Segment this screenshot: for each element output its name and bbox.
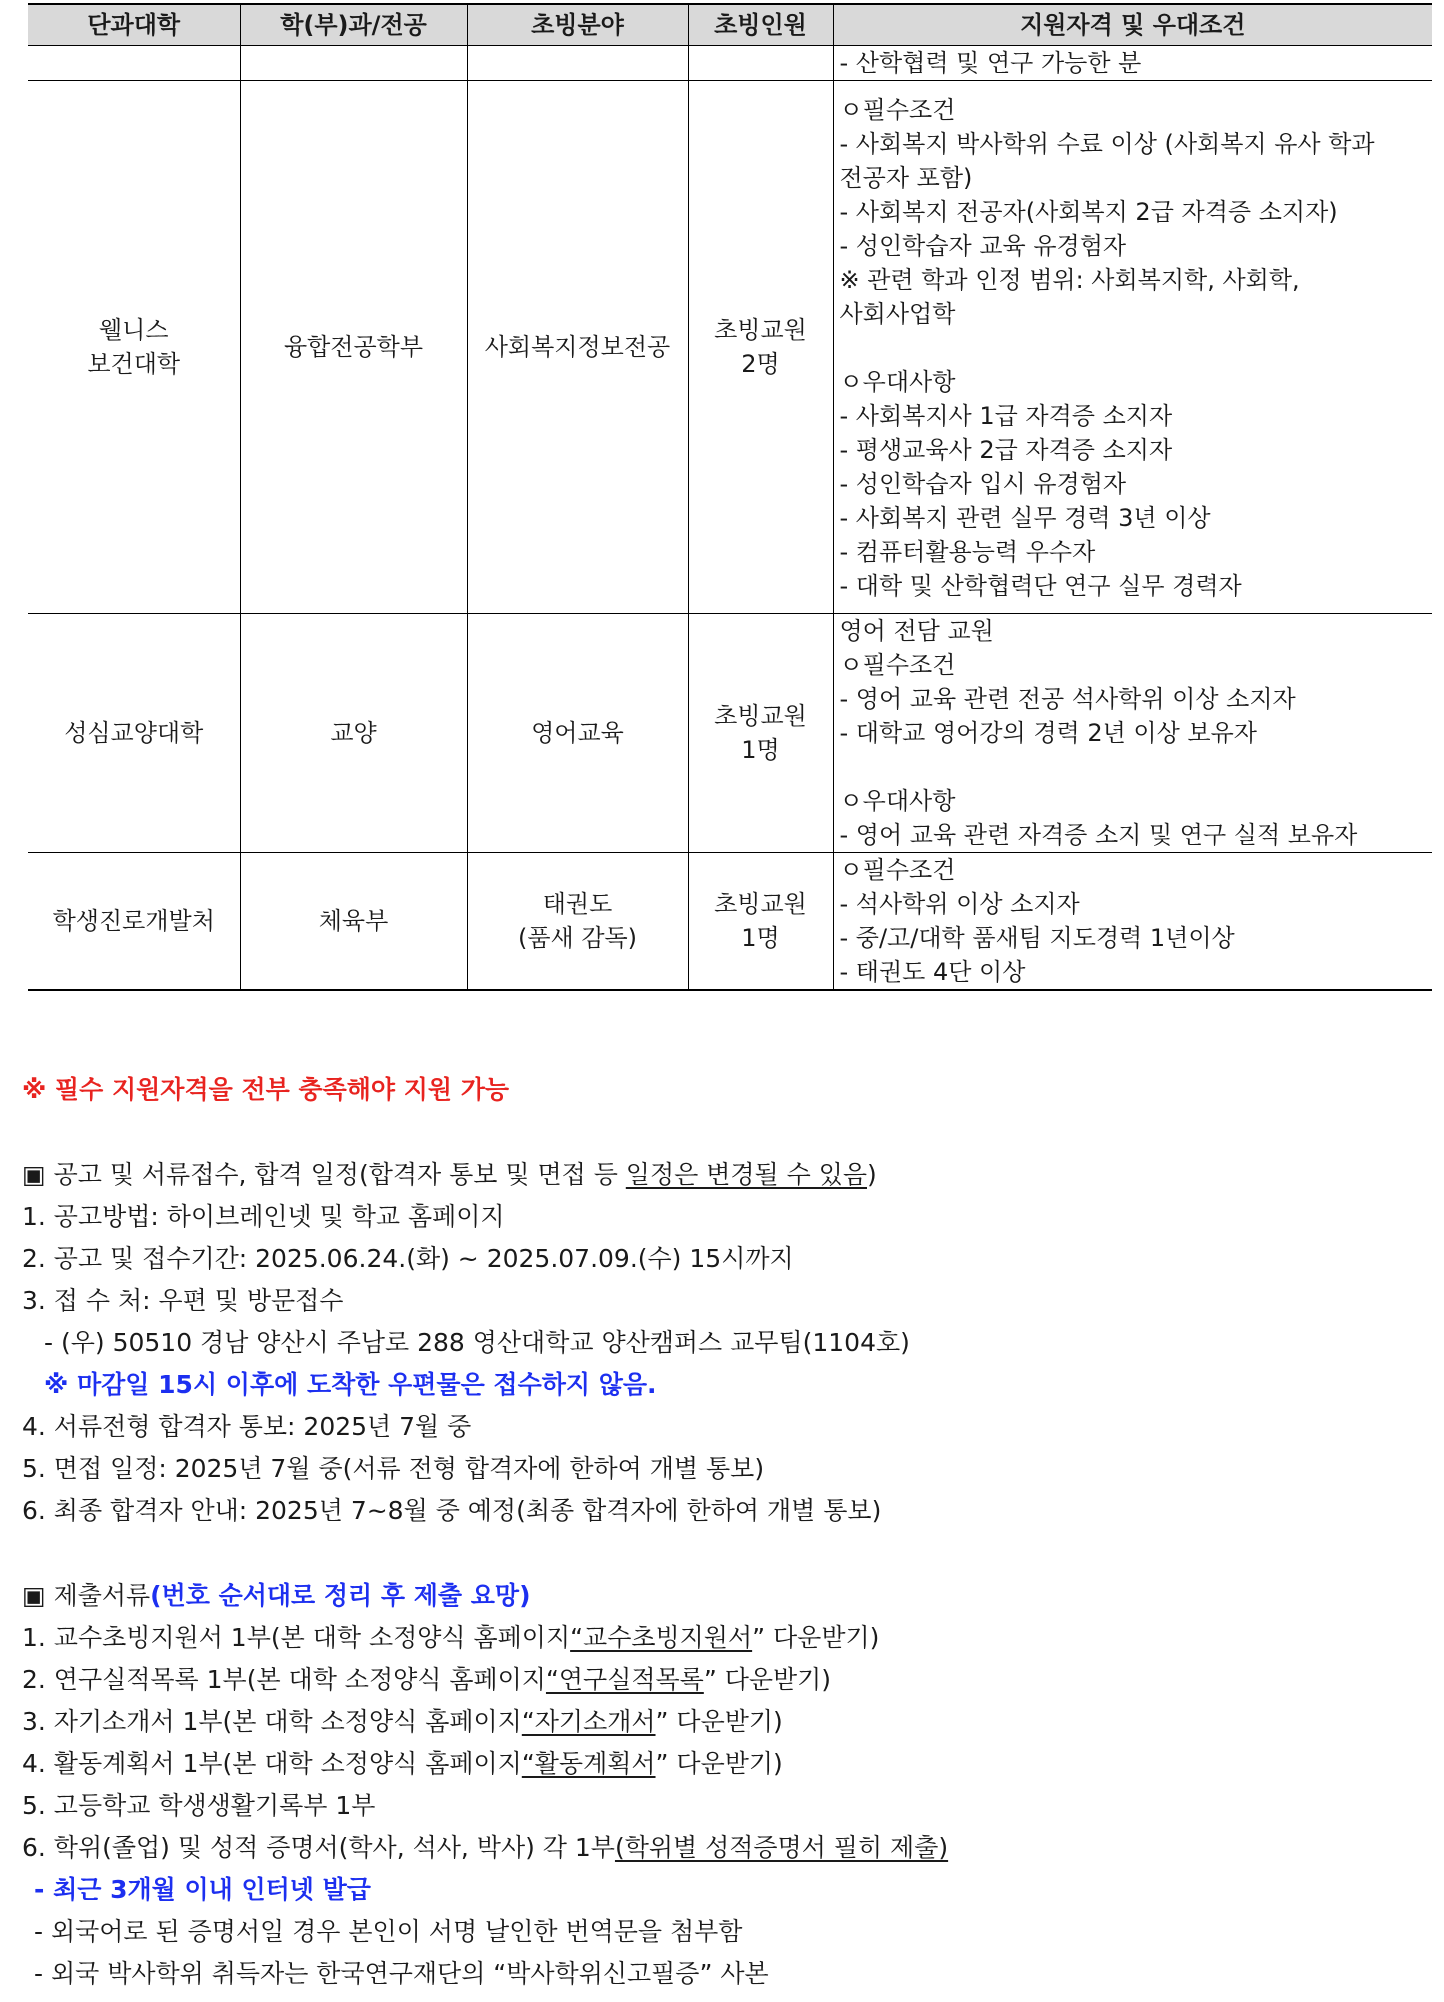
document-item: 5. 고등학교 학생생활기록부 1부	[22, 1791, 376, 1820]
list-item: - 성인학습자 입시 유경험자	[839, 470, 1127, 498]
count-cell: 초빙교원 1명	[688, 853, 833, 991]
qualification-cell	[833, 81, 1432, 614]
notice-required: ※ 필수 지원자격을 전부 충족해야 지원 가능	[22, 1075, 510, 1104]
form-link[interactable]: “교수초빙지원서	[570, 1623, 753, 1652]
list-item: 사회사업학	[839, 300, 956, 328]
count-cell: 초빙교원 2명	[688, 81, 833, 614]
table-row	[28, 614, 1432, 853]
form-link[interactable]: “자기소개서	[521, 1707, 656, 1736]
schedule-item: 5. 면접 일정: 2025년 7월 중(서류 전형 합격자에 한하여 개별 통보)	[22, 1454, 765, 1483]
qualification-cell	[833, 614, 1432, 853]
document-item: 3. 자기소개서 1부(본 대학 소정양식 홈페이지“자기소개서” 다운받기)	[22, 1707, 783, 1736]
form-link[interactable]: “연구실적목록	[545, 1665, 704, 1694]
college-cell: 성심교양대학	[28, 614, 240, 853]
schedule-item: 1. 공고방법: 하이브레인넷 및 학교 홈페이지	[22, 1202, 505, 1231]
table-row-carryover	[28, 46, 1432, 81]
required-title: ㅇ필수조건	[839, 96, 956, 124]
college-cell: 학생진로개발처	[28, 853, 240, 991]
header-qualifications: 지원자격 및 우대조건	[833, 4, 1432, 46]
schedule-item: 6. 최종 합격자 안내: 2025년 7~8월 중 예정(최종 합격자에 한하여 개별 통보)	[22, 1496, 882, 1525]
qualification-intro: 영어 전담 교원	[839, 617, 994, 645]
table-header-row	[28, 4, 1432, 46]
list-item: - 사회복지 전공자(사회복지 2급 자격증 소지자)	[839, 198, 1338, 226]
schedule-item: 4. 서류전형 합격자 통보: 2025년 7월 중	[22, 1412, 472, 1441]
document-subnote: - 외국 박사학위 취득자는 한국연구재단의 “박사학위신고필증” 사본	[34, 1959, 769, 1988]
preferred-title: ㅇ우대사항	[839, 368, 956, 396]
department-cell: 체육부	[240, 853, 467, 991]
qualification-cell	[833, 853, 1432, 991]
carryover-qualification: - 산학협력 및 연구 가능한 분	[833, 46, 1432, 81]
table-row	[28, 853, 1432, 991]
college-cell: 웰니스 보건대학	[28, 81, 240, 614]
list-item: - 사회복지사 1급 자격증 소지자	[839, 402, 1173, 430]
list-item: - 영어 교육 관련 자격증 소지 및 연구 실적 보유자	[839, 821, 1358, 849]
department-cell: 교양	[240, 614, 467, 853]
list-item: - 컴퓨터활용능력 우수자	[839, 538, 1096, 566]
list-item: - 태권도 4단 이상	[839, 958, 1026, 986]
documents-heading: ▣ 제출서류(번호 순서대로 정리 후 제출 요망)	[22, 1581, 531, 1610]
field-cell: 영어교육	[467, 614, 688, 853]
list-item: 전공자 포함)	[839, 164, 973, 192]
list-item: - 대학 및 산학협력단 연구 실무 경력자	[839, 572, 1242, 600]
recruitment-table	[28, 3, 1432, 991]
list-item: - 성인학습자 교육 유경험자	[839, 232, 1127, 260]
list-item: - 평생교육사 2급 자격증 소지자	[839, 436, 1173, 464]
preferred-title: ㅇ우대사항	[839, 787, 956, 815]
document-item: 1. 교수초빙지원서 1부(본 대학 소정양식 홈페이지“교수초빙지원서” 다운받기)	[22, 1623, 880, 1652]
list-item: - 영어 교육 관련 전공 석사학위 이상 소지자	[839, 685, 1296, 713]
field-cell: 사회복지정보전공	[467, 81, 688, 614]
list-item: - 석사학위 이상 소지자	[839, 890, 1080, 918]
required-title: ㅇ필수조건	[839, 856, 956, 884]
document-item: 4. 활동계획서 1부(본 대학 소정양식 홈페이지“활동계획서” 다운받기)	[22, 1749, 783, 1778]
deadline-note: ※ 마감일 15시 이후에 도착한 우편물은 접수하지 않음.	[44, 1370, 657, 1399]
schedule-item: 2. 공고 및 접수기간: 2025.06.24.(화) ~ 2025.07.09.(수) 15시까지	[22, 1244, 794, 1273]
schedule-address: - (우) 50510 경남 양산시 주남로 288 영산대학교 양산캠퍼스 교무팀(1104호)	[44, 1328, 910, 1357]
header-department: 학(부)과/전공	[240, 4, 467, 46]
header-college: 단과대학	[28, 4, 240, 46]
document-subnote: - 외국어로 된 증명서일 경우 본인이 서명 날인한 번역문을 첨부함	[34, 1917, 743, 1946]
document-item: 2. 연구실적목록 1부(본 대학 소정양식 홈페이지“연구실적목록” 다운받기)	[22, 1665, 832, 1694]
header-count: 초빙인원	[688, 4, 833, 46]
list-item: - 사회복지 박사학위 수료 이상 (사회복지 유사 학과	[839, 130, 1375, 158]
list-item: - 중/고/대학 품새팀 지도경력 1년이상	[839, 924, 1235, 952]
schedule-heading: ▣ 공고 및 서류접수, 합격 일정(합격자 통보 및 면접 등 일정은 변경될 수 있음)	[22, 1160, 877, 1189]
document-item: 6. 학위(졸업) 및 성적 증명서(학사, 석사, 박사) 각 1부(학위별 성적증명서 필히 제출)	[22, 1833, 949, 1862]
required-title: ㅇ필수조건	[839, 651, 956, 679]
list-item: - 대학교 영어강의 경력 2년 이상 보유자	[839, 719, 1257, 747]
document-subnote: - 최근 3개월 이내 인터넷 발급	[34, 1875, 371, 1904]
schedule-item: 3. 접 수 처: 우편 및 방문접수	[22, 1286, 344, 1315]
count-cell: 초빙교원 1명	[688, 614, 833, 853]
department-cell: 융합전공학부	[240, 81, 467, 614]
form-link[interactable]: “활동계획서	[521, 1749, 656, 1778]
list-item: - 사회복지 관련 실무 경력 3년 이상	[839, 504, 1211, 532]
table-row	[28, 81, 1432, 614]
field-cell: 태권도 (품새 감독)	[467, 853, 688, 991]
list-item: ※ 관련 학과 인정 범위: 사회복지학, 사회학,	[839, 266, 1300, 294]
header-field: 초빙분야	[467, 4, 688, 46]
